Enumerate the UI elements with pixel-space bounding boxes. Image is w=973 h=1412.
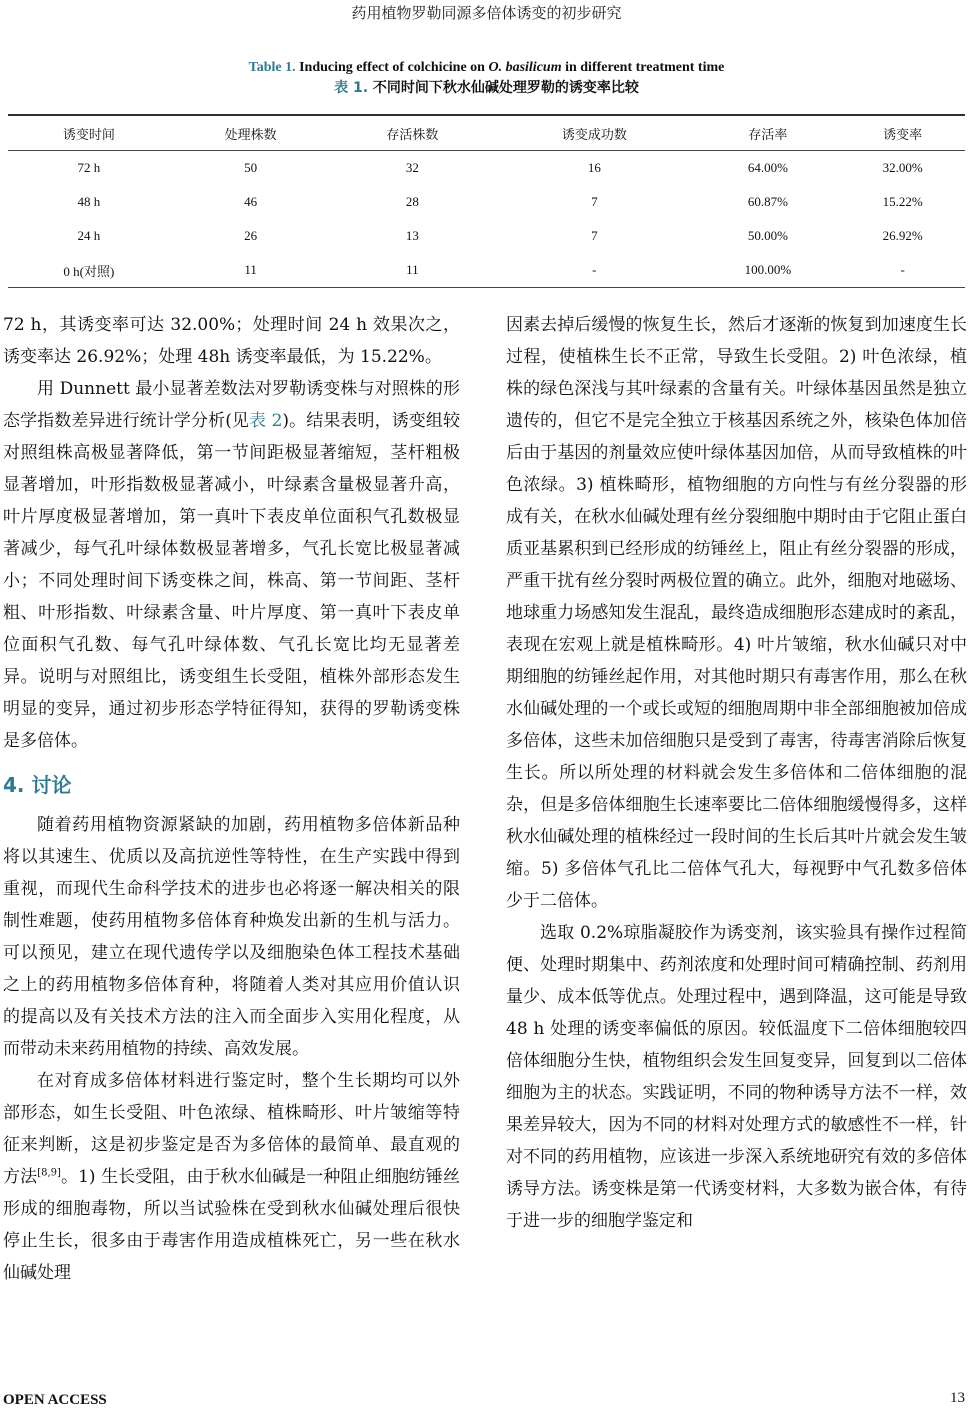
table-cell: 48 h [77,194,101,209]
paragraph-text: 。1) 生长受阻，由于秋水仙碱是一种阻止细胞纺锤丝形成的细胞毒物，所以当试验株在受到秋水仙碱处理后很快停止生长，很多由于毒害作用造成植株死亡，另一些在秋水仙碱处理 [3,1167,461,1283]
table-cell: 72 h [77,160,101,175]
paragraph-text: )。结果表明，诱变组较对照组株高极显著降低，第一节间距极显著缩短，茎杆粗极显著增加，叶形指数极显著减小，叶绿素含量极显著升高，叶片厚度极显著增加，第一真叶下表皮单位面积气孔数极显著减少，每气孔叶绿体数极显著增多，气孔长宽比极显著减小；不同处理时间下诱变株之间，株高、第一节间距、茎杆粗、叶形指数、叶绿素含量、叶片厚度、第一真叶下表皮单位面积气孔数、每气孔叶绿体数、气孔长宽比均无显著差异。说明与对照组比，诱变组生长受阻，植株外部形态发生明显的变异，通过初步形态学特征得知，获得的罗勒诱变株是多倍体。 [3,411,460,751]
table-cell: 16 [587,160,601,175]
table-caption-en [0,58,973,78]
paragraph-text: 在对育成多倍体材料进行鉴定时，整个生长期均可以外部形态，如生长受阻、叶色浓绿、植株畸形、叶片皱缩等特征来判断，这是初步鉴定是否为多倍体的最简单、最直观的方法 [3,1071,460,1187]
section-heading: 4. 讨论 [3,773,72,797]
col-header-survived-count: 存活株数 [386,127,439,143]
table-cell: 11 [244,262,257,277]
col-header-survival-rate: 存活率 [748,127,788,143]
table-cell: 100.00% [744,262,792,277]
open-access-label: OPEN ACCESS [3,1392,107,1408]
table-cell: 50 [244,160,258,175]
paragraph: 72 h，其诱变率可达 32.00%；处理时间 24 h 效果次之，诱变率达 26.92%；处理 48h 诱变率最低，为 15.22%。 [3,315,460,367]
table-cell: 26 [244,228,258,243]
citation[interactable]: [8,9] [37,1167,61,1179]
caption-zh-text: 不同时间下秋水仙碱处理罗勒的诱变率比较 [372,80,639,96]
table-cell: 11 [406,262,419,277]
paragraph [3,373,460,757]
table-cell: - [900,262,905,277]
results-table [8,114,965,288]
table-cell: 24 h [77,228,101,243]
table-cell: 26.92% [882,228,923,243]
table-cell: 60.87% [747,194,788,209]
table-label-en: Table 1. [248,60,300,75]
table-cell: 7 [591,228,598,243]
caption-en-text: Inducing effect of colchicine on [299,60,489,75]
caption-en-text-end: in different treatment time [561,60,725,75]
table-2-link[interactable]: 表 2 [249,411,283,431]
table-cell: 13 [405,228,419,243]
species-name: O. basilicum [488,60,562,75]
table-cell: 28 [405,194,419,209]
table-cell: 32 [405,160,419,175]
table-cell: 7 [591,194,598,209]
table-cell: 32.00% [882,160,923,175]
col-header-induction-rate: 诱变率 [883,127,923,143]
paragraph: 因素去掉后缓慢的恢复生长，然后才逐渐的恢复到加速度生长过程，使植株生长不正常，导致生长受阻。2) 叶色浓绿，植株的绿色深浅与其叶绿素的含量有关。叶绿体基因虽然是独立遗传的，但它不是完全独立于核基因系统之外，核染色体加倍后由于基因的剂量效应使叶绿体基因加倍，从而导致植株的叶色浓绿。3) 植株畸形，植物细胞的方向性与有丝分裂器的形成有关，在秋水仙碱处理有丝分裂细胞中期时由于它阻止蛋白质亚基累积到已经形成的纺锤丝上，阻止有丝分裂器的形成，严重干扰有丝分裂时两极位置的确立。此外，细胞对地磁场、地球重力场感知发生混乱，最终造成细胞形态建成时的紊乱，表现在宏观上就是植株畸形。4) 叶片皱缩，秋水仙碱只对中期细胞的纺锤丝起作用，对其他时期只有毒害作用，那么在秋水仙碱处理的一个或长或短的细胞周期中非全部细胞被加倍成多倍体，这些未加倍细胞只是受到了毒害，待毒害消除后恢复生长。所以所处理的材料就会发生多倍体和二倍体细胞的混杂，但是多倍体细胞生长速率要比二倍体细胞缓慢得多，这样秋水仙碱处理的植株经过一段时间的生长后其叶片就会发生皱缩。5) 多倍体气孔比二倍体气孔大，每视野中气孔数多倍体少于二倍体。 [506,315,967,911]
table-row [8,151,965,186]
table-cell: 15.22% [882,194,923,209]
table-cell: 64.00% [747,160,788,175]
right-column [506,309,967,1237]
table-header-row [8,115,965,151]
left-column [3,309,460,1289]
table-row [8,253,965,288]
paragraph-text: 用 Dunnett 最小显著差数法对罗勒诱变株与对照株的形态学指数差异进行统计学分析(见 [3,379,460,431]
table-row [8,185,965,219]
running-title: 药用植物罗勒同源多倍体诱变的初步研究 [351,4,622,22]
table-label-zh: 表 1. [334,80,373,96]
paragraph: 随着药用植物资源紧缺的加剧，药用植物多倍体新品种将以其速生、优质以及高抗逆性等特性，在生产实践中得到重视，而现代生命科学技术的进步也必将逐一解决相关的限制性难题，使药用植物多倍体育种焕发出新的生机与活力。可以预见，建立在现代遗传学以及细胞染色体工程技术基础之上的药用植物多倍体育种，将随着人类对其应用价值认识的提高以及有关技术方法的注入而全面步入实用化程度，从而带动未来药用植物的持续、高效发展。 [3,815,460,1059]
table-caption [0,58,973,98]
table-cell: 0 h(对照) [63,263,115,279]
col-header-success-count: 诱变成功数 [561,127,627,143]
paragraph [3,1065,460,1289]
table-caption-zh [0,78,973,98]
col-header-treated-count: 处理株数 [224,127,277,143]
table-cell: 46 [244,194,258,209]
table-row [8,219,965,253]
col-header-treatment-time: 诱变时间 [62,127,115,143]
table-cell: 50.00% [747,228,788,243]
table-cell: - [592,262,597,277]
page-number: 13 [950,1390,965,1406]
paragraph: 选取 0.2%琼脂凝胶作为诱变剂，该实验具有操作过程简便、处理时期集中、药剂浓度和处理时间可精确控制、药剂用量少、成本低等优点。处理过程中，遇到降温，这可能是导致 48 h 处理的诱变率偏低的原因。较低温度下二倍体细胞较四倍体细胞分生快，植物组织会发生回复变异，回复到以二倍体细胞为主的状态。实践证明，不同的物种诱导方法不一样，效果差异较大，因为不同的材料对处理方式的敏感性不一样，针对不同的药用植物，应该进一步深入系统地研究有效的多倍体诱导方法。诱变株是第一代诱变材料，大多数为嵌合体，有待于进一步的细胞学鉴定和 [506,923,967,1231]
